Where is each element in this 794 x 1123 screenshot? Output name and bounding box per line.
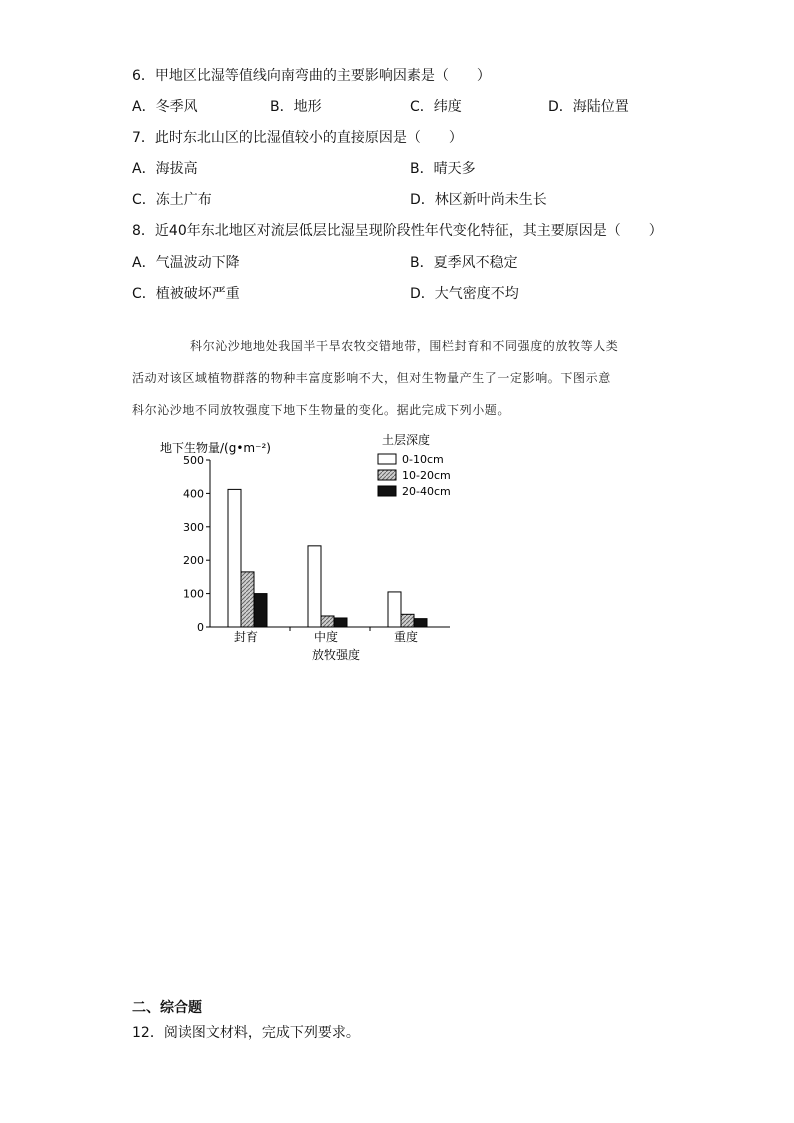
chart-ylabel: 地下生物量/(g•m⁻²) xyxy=(160,441,271,455)
chart-x-axis xyxy=(210,627,450,644)
q8-option-b[interactable]: B．夏季风不稳定 xyxy=(410,255,518,271)
section-title: 二、综合题 xyxy=(132,1000,202,1016)
q6-option-b[interactable]: B．地形 xyxy=(270,99,322,115)
legend-swatch xyxy=(378,486,396,496)
legend-label: 10-20cm xyxy=(402,469,451,482)
legend-label: 20-40cm xyxy=(402,485,451,498)
x-tick-label: 封育 xyxy=(233,630,259,644)
q6-option-a[interactable]: A．冬季风 xyxy=(132,99,198,115)
q8-option-a[interactable]: A．气温波动下降 xyxy=(132,255,240,271)
y-tick-label: 100 xyxy=(183,587,204,601)
chart-legend-title: 土层深度 xyxy=(382,433,431,447)
q7-option-d[interactable]: D．林区新叶尚未生长 xyxy=(410,192,547,208)
chart-legend xyxy=(378,453,451,498)
passage-line-3: 科尔沁沙地不同放牧强度下地下生物量的变化。据此完成下列小题。 xyxy=(132,403,511,417)
chart-xlabel: 放牧强度 xyxy=(311,648,361,662)
bar-10-20cm-重度 xyxy=(401,614,414,627)
chart-bars xyxy=(228,489,427,627)
q8-option-c[interactable]: C．植被破坏严重 xyxy=(132,286,240,302)
bar-10-20cm-封育 xyxy=(241,572,254,627)
legend-swatch xyxy=(378,470,396,480)
question-7-stem: 7．此时东北山区的比湿值较小的直接原因是（ ） xyxy=(132,130,463,146)
legend-swatch xyxy=(378,454,396,464)
q7-option-b[interactable]: B．晴天多 xyxy=(410,161,476,177)
x-tick-label: 中度 xyxy=(313,630,339,644)
q8-option-d[interactable]: D．大气密度不均 xyxy=(410,286,519,302)
passage-line-1: 科尔沁沙地地处我国半干旱农牧交错地带，围栏封育和不同强度的放牧等人类 xyxy=(190,339,619,353)
q6-option-c[interactable]: C．纬度 xyxy=(410,99,462,115)
y-tick-label: 0 xyxy=(197,621,204,634)
question-6-stem: 6．甲地区比湿等值线向南弯曲的主要影响因素是（ ） xyxy=(132,68,491,84)
y-tick-label: 500 xyxy=(183,454,204,467)
bar-20-40cm-封育 xyxy=(254,594,267,627)
passage-line-2: 活动对该区域植物群落的物种丰富度影响不大，但对生物量产生了一定影响。下图示意 xyxy=(132,371,611,385)
y-tick-label: 200 xyxy=(183,554,204,568)
question-12-stem: 12．阅读图文材料，完成下列要求。 xyxy=(132,1025,360,1041)
x-tick-label: 重度 xyxy=(393,630,419,644)
y-tick-label: 300 xyxy=(183,520,204,534)
bar-0-10cm-封育 xyxy=(228,489,241,627)
bar-0-10cm-中度 xyxy=(308,546,321,627)
q6-option-d[interactable]: D．海陆位置 xyxy=(548,99,629,115)
bar-10-20cm-中度 xyxy=(321,616,334,627)
bar-20-40cm-重度 xyxy=(414,619,427,627)
q7-option-a[interactable]: A．海拔高 xyxy=(132,161,198,177)
q7-option-c[interactable]: C．冻土广布 xyxy=(132,192,212,208)
chart-y-axis xyxy=(183,454,210,634)
biomass-bar-chart xyxy=(150,432,470,667)
bar-20-40cm-中度 xyxy=(334,618,347,627)
bar-0-10cm-重度 xyxy=(388,592,401,627)
legend-label: 0-10cm xyxy=(402,453,444,466)
y-tick-label: 400 xyxy=(183,487,204,501)
question-8-stem: 8．近40年东北地区对流层低层比湿呈现阶段性年代变化特征，其主要原因是（ ） xyxy=(132,223,663,239)
